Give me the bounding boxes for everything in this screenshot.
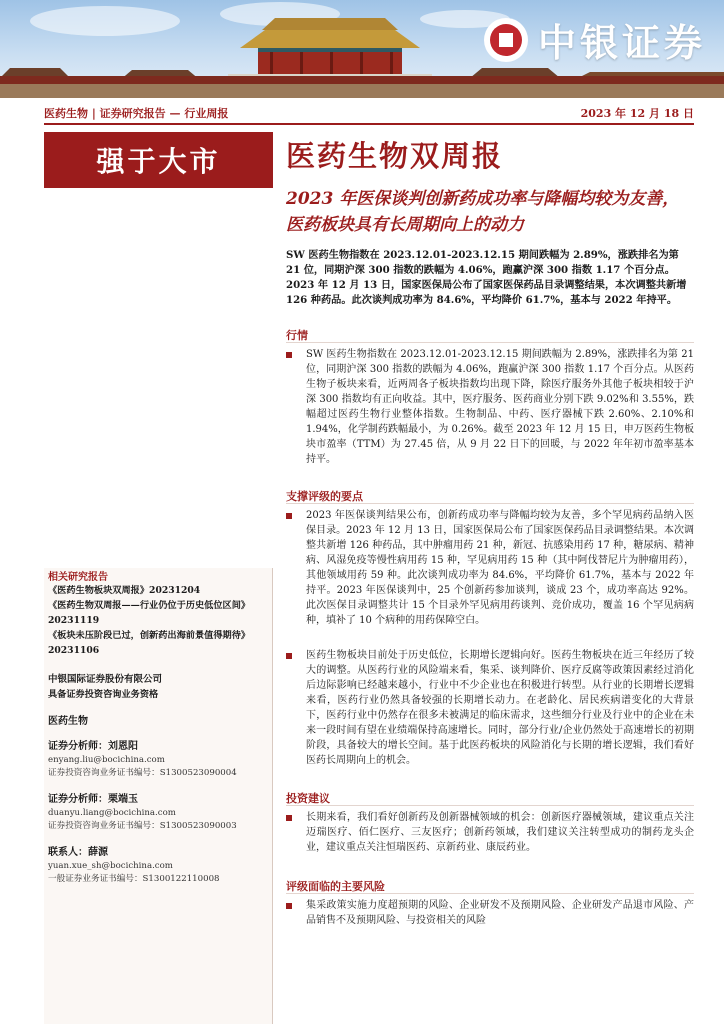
related-report-item[interactable]: 《医药生物双周报——行业仍位于历史低位区间》20231119 [48,600,251,626]
analyst-email[interactable]: duanyu.liang@bocichina.com [48,808,176,818]
report-date: 2023 年 12 月 18 日 [580,107,694,120]
section-heading-investment: 投资建议 [286,792,330,805]
rating-text: 强于大市 [96,145,221,178]
rating-point-bullet [286,508,694,628]
company-name: 中银国际证券股份有限公司 [48,674,163,685]
category-bar [44,103,694,125]
bullet-text: 集采政策实施力度超预期的风险、企业研发不及预期风险、企业研发产品退市风险、产品销售不及预期风险、与投资相关的风险 [306,900,694,926]
bullet-square-icon [286,352,292,358]
analyst-email[interactable]: enyang.liu@bocichina.com [48,755,165,765]
section-divider [286,805,694,806]
section-heading-risks: 评级面临的主要风险 [286,880,385,893]
report-subtitle: 2023 年医保谈判创新药成功率与降幅均较为友善，医药板块具有长周期向上的动力 [286,189,680,235]
analyst-name: 证券分析师：刘恩阳 [48,741,138,752]
related-report-item[interactable]: 《板块未压阶段已过，创新药出海前景值得期待》20231106 [48,630,251,656]
section-divider [286,893,694,894]
contact-name: 联系人：薛源 [48,847,108,858]
bullet-text: SW 医药生物指数在 2023.12.01-2023.12.15 期间跌幅为 2.89%，涨跌排名为第 21 位，同期沪深 300 指数的跌幅为 4.06%，跑赢沪深 300 指数 1.17 个百分点。从医药生物子板块来看，近两周各子板块指数均出现下降，除医疗服务外其他子板块相较于沪深 300 指数均有正向收益。其中，医疗服务、医药商业分别下跌 9.02%和 3.55%，跌幅超过医药生物行业整体指数。生物制品、中药、医疗器械下跌 2.60%、2.10%和 1.94%，化学制药跌幅最小，为 0.26%。截至 2023 年 12 月 15 日，申万医药生物板块市盈率（TTM）为 27.45 倍，从 9 月 22 日下的回暖，与 2022 年年初市盈率基本持平。 [306,349,694,465]
brand-name: 中银证券 [537,21,706,65]
section-heading-rating-points: 支撑评级的要点 [286,490,363,503]
company-qualification: 具备证券投资咨询业务资格 [48,689,159,700]
analyst-block [48,845,272,886]
section-divider [286,342,694,343]
bullet-text: 医药生物板块目前处于历史低位，长期增长逻辑向好。医药生物板块在近三年经历了较大的调整。从医药行业的风险端来看，集采、谈判降价、医疗反腐等政策因素经过消化后边际影响已经越来越小，行业中不少企业也在积极进行转型。从行业的长期增长逻辑来看，医药行业仍然具备较强的长期增长动力。在老龄化、居民疾病谱变化的大背景下，医药行业中仍然存在很多未被满足的临床需求，这些细分行业及行业中的企业在未来一段时间有望在业绩端保持高速增长。同时，部分行业/企业仍然处于高速增长的初期阶段，具备较大的增长空间。基于此医药板块的风险消化与长期的增长逻辑，我们看好医药长周期向上的机会。 [306,650,694,766]
analyst-cert: 证券投资咨询业务证书编号：S1300523090003 [48,821,237,831]
rating-point-bullet [286,648,694,768]
bullet-square-icon [286,903,292,909]
related-report-item[interactable]: 《医药生物板块双周报》20231204 [48,585,201,596]
contact-email[interactable]: yuan.xue_sh@bocichina.com [48,861,173,871]
industry-label: 医药生物 [48,716,88,727]
section-heading-market: 行情 [286,329,308,342]
report-category: 医药生物 | 证券研究报告 — 行业周报 [44,107,229,120]
bank-of-china-logo-icon [484,18,528,62]
analyst-name: 证券分析师：栗端玉 [48,794,138,805]
risk-bullet [286,898,694,928]
analyst-block [48,739,272,780]
bullet-square-icon [286,513,292,519]
left-sidebar [44,568,273,1024]
brand-logo [484,12,706,67]
header-banner [0,0,724,98]
investment-bullet [286,810,694,855]
analyst-block [48,792,272,833]
market-bullet [286,347,694,467]
analyst-cert: 证券投资咨询业务证书编号：S1300523090004 [48,768,237,778]
rating-badge [44,132,273,188]
bullet-text: 2023 年医保谈判结果公布，创新药成功率与降幅均较为友善，多个罕见病药品纳入医保目录。2023 年 12 月 13 日，国家医保局公布了国家医保药品目录调整结果。本次调整共新增 126 种药品，其中肿瘤用药 21 种，新冠、抗感染用药 17 种，糖尿病、精神病、风湿免疫等慢性病用药 15 种，罕见病用药 15 种（其中阿伐替尼片为肿瘤用药），其他领域用药 59 种。此次谈判成功率为 84.6%，平均降价 61.7%，基本与 2022 年持平。2023 年医保谈判中，25 个创新药参加谈判，谈成 23 个，成功率高达 92%。此次医保目录调整共计 15 个目录外罕见病用药谈判、竞价成功，覆盖 16 个罕见病病种，填补了 10 个病种的用药保障空白。 [306,510,694,626]
related-reports-title: 相关研究报告 [48,572,108,583]
report-title: 医药生物双周报 [286,139,504,173]
section-divider [286,503,694,504]
bullet-text: 长期来看，我们看好创新药及创新器械领域的机会：创新医疗器械领域，建议重点关注迈瑞医疗、佰仁医疗、三友医疗；创新药领域，我们建议关注转型成功的制药龙头企业，建议重点关注恒瑞医药、京新药业、康辰药业。 [306,812,694,853]
bullet-square-icon [286,815,292,821]
bullet-square-icon [286,653,292,659]
report-summary: SW 医药生物指数在 2023.12.01-2023.12.15 期间跌幅为 2.89%，涨跌排名为第 21 位，同期沪深 300 指数的跌幅为 4.06%，跑赢沪深 300 指数 1.17 个百分点。2023 年 12 月 13 日，国家医保局公布了国家医保药品目录调整结果，本次调整共新增 126 种药品。此次谈判成功率为 84.6%，平均降价 61.7%，基本与 2022 年持平。 [286,249,687,306]
contact-cert: 一般证券业务证书编号：S1300122110008 [48,874,220,884]
